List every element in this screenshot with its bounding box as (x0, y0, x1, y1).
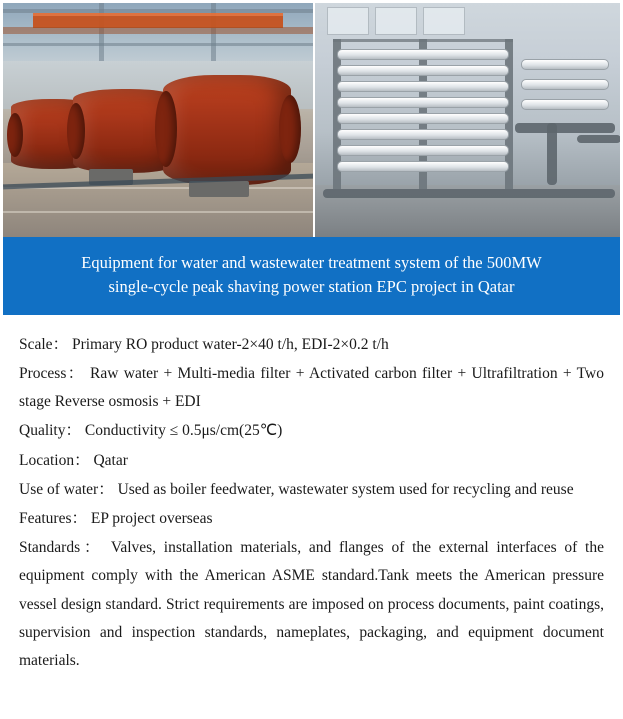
membrane-vessel (521, 99, 609, 110)
membrane-vessel (521, 59, 609, 70)
photo-ro-skid (313, 3, 620, 237)
membrane-vessel (337, 97, 509, 108)
spec-label: Process： (19, 365, 85, 383)
process-pipe (515, 123, 615, 133)
membrane-vessel (337, 145, 509, 156)
spec-label: Scale： (19, 335, 69, 353)
spec-quality (19, 417, 604, 445)
spec-label: Quality： (19, 422, 81, 440)
process-pipe (323, 189, 615, 198)
window (375, 7, 417, 35)
vessel-head (155, 91, 177, 167)
window (327, 7, 369, 35)
spec-label: Features： (19, 510, 88, 528)
overhead-crane (33, 13, 283, 28)
spec-value: EP project overseas (90, 510, 213, 528)
caption-line-2: single-cycle peak shaving power station EPC project in Qatar (108, 276, 515, 296)
spec-label: Standards： (19, 539, 104, 557)
membrane-vessel (521, 79, 609, 90)
membrane-vessel (337, 81, 509, 92)
caption-banner (3, 237, 620, 315)
membrane-vessel (337, 113, 509, 124)
spec-value: Used as boiler feedwater, wastewater system used for recycling and reuse (117, 480, 574, 498)
caption-line-1: Equipment for water and wastewater treatment system of the 500MW (81, 253, 542, 272)
photo-strip (3, 3, 620, 237)
vessel-head (279, 95, 301, 163)
spec-process (19, 360, 604, 416)
spec-scale (19, 331, 604, 359)
process-pipe (577, 135, 620, 143)
overhead-crane-rail (3, 27, 313, 34)
vessel-head (7, 113, 23, 157)
spec-value: Raw water + Multi-media filter + Activated carbon filter + Ultrafiltration + Two stage Reverse osmosis + EDI (19, 365, 604, 411)
membrane-vessel (337, 129, 509, 140)
floor-line (3, 211, 313, 213)
pressure-vessel (163, 75, 291, 185)
membrane-vessel (337, 161, 509, 172)
process-pipe (547, 123, 557, 185)
vessel-head (67, 103, 85, 159)
vessel-saddle (189, 181, 249, 197)
spec-standards (19, 534, 604, 675)
spec-value: Conductivity ≤ 0.5μs/cm(25℃) (84, 422, 283, 440)
spec-label: Use of water： (19, 480, 114, 498)
spec-value: Valves, installation materials, and flanges of the external interfaces of the equipment comply with the American ASME standard.Tank meets the American pressure vessel design standard. Strict requirements are imposed on process documents, paint coatings, supervision and inspection standards, nameplates, packaging, and equipment document materials. (19, 539, 604, 670)
spec-value: Primary RO product water-2×40 t/h, EDI-2×0.2 t/h (71, 335, 389, 353)
membrane-vessel (337, 65, 509, 76)
ceiling-beam (3, 43, 313, 46)
spec-use-of-water (19, 476, 604, 504)
spec-location (19, 447, 604, 475)
spec-list (3, 315, 620, 686)
spec-label: Location： (19, 451, 90, 469)
membrane-vessel (337, 49, 509, 60)
photo-pressure-vessels (3, 3, 313, 237)
spec-features (19, 505, 604, 533)
spec-value: Qatar (93, 451, 128, 469)
window (423, 7, 465, 35)
